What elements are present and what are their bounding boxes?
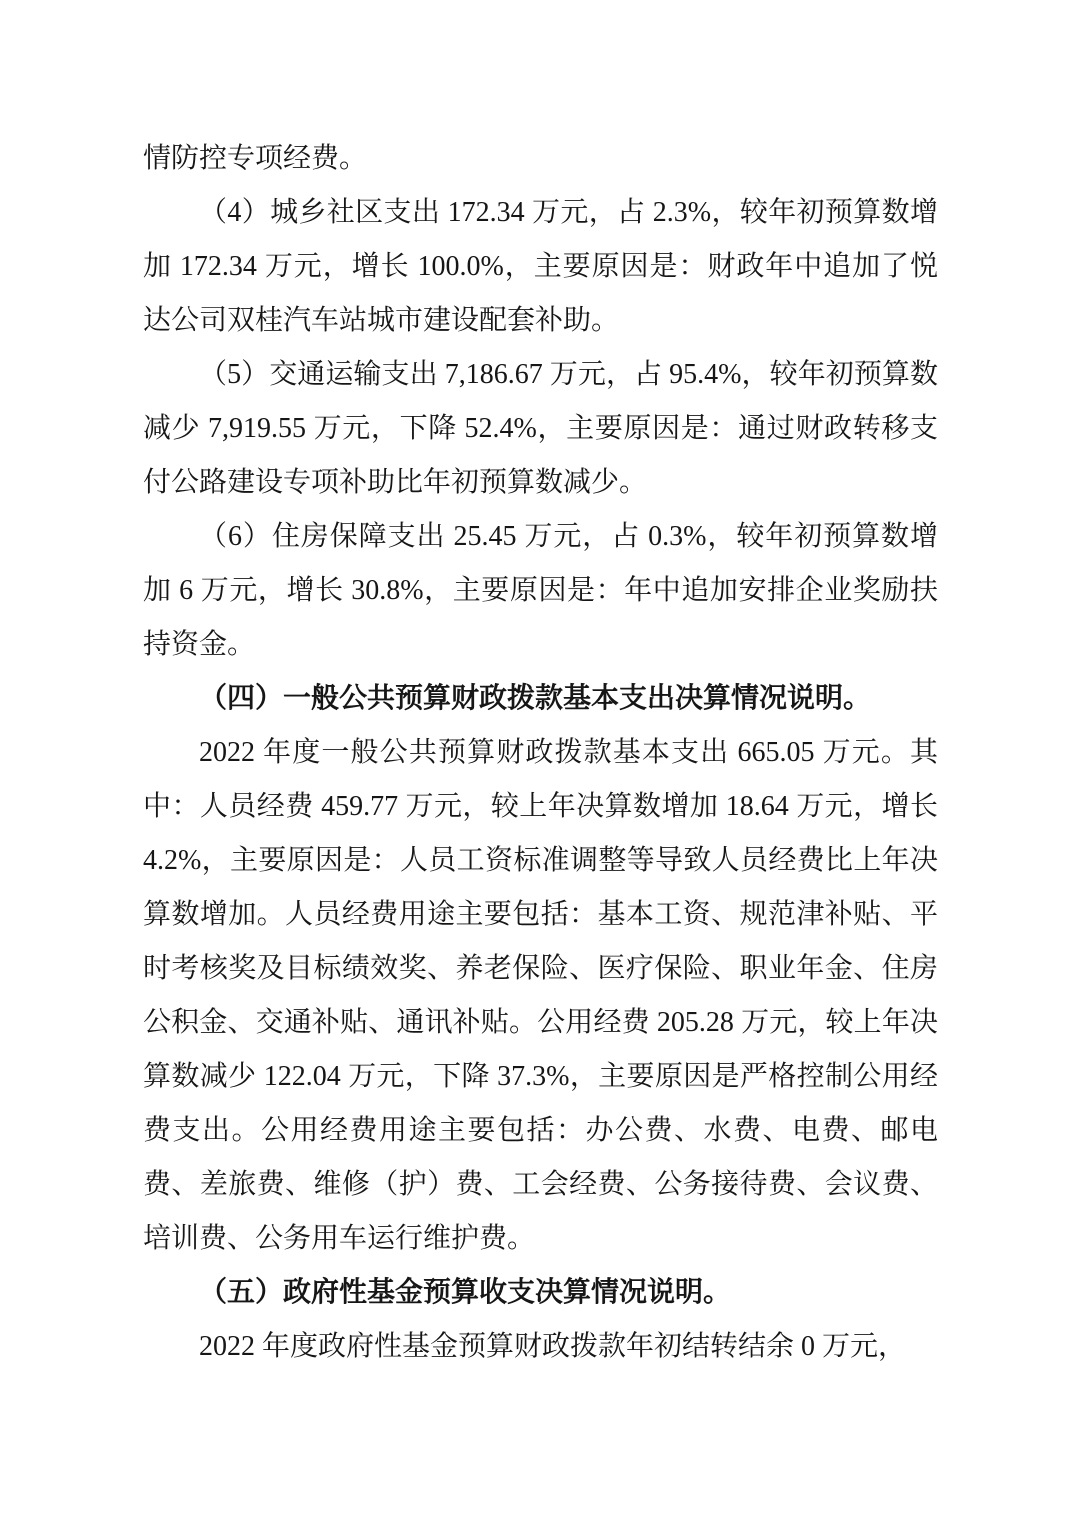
paragraph: 情防控专项经费。 [143,143,368,174]
paragraph: （4）城乡社区支出 172.34 万元，占 2.3%，较年初预算数增加 172.34 万元，增长 100.0%，主要原因是：财政年中追加了悦达公司双桂汽车站城市建设配套补助。 [143,197,938,336]
document-body [143,132,938,1374]
section-heading: （四）一般公共预算财政拨款基本支出决算情况说明。 [199,683,872,714]
paragraph: （6）住房保障支出 25.45 万元，占 0.3%，较年初预算数增加 6 万元，增长 30.8%，主要原因是：年中追加安排企业奖励扶持资金。 [143,521,938,660]
paragraph: 2022 年度政府性基金预算财政拨款年初结转结余 0 万元， [199,1331,907,1362]
paragraph: （5）交通运输支出 7,186.67 万元，占 95.4%，较年初预算数减少 7,919.55 万元，下降 52.4%，主要原因是：通过财政转移支付公路建设专项补助比年初预算数减少。 [143,359,938,498]
paragraph: 2022 年度一般公共预算财政拨款基本支出 665.05 万元。其中：人员经费 459.77 万元，较上年决算数增加 18.64 万元，增长 4.2%，主要原因是：人员工资标准调整等导致人员经费比上年决算数增加。人员经费用途主要包括：基本工资、规范津补贴、平时考核奖及目标绩效奖、养老保险、医疗保险、职业年金、住房公积金、交通补贴、通讯补贴。公用经费 205.28 万元，较上年决算数减少 122.04 万元，下降 37.3%，主要原因是严格控制公用经费支出。公用经费用途主要包括：办公费、水费、电费、邮电费、差旅费、维修（护）费、工会经费、公务接待费、会议费、培训费、公务用车运行维护费。 [143,737,938,1254]
section-heading: （五）政府性基金预算收支决算情况说明。 [199,1277,732,1308]
